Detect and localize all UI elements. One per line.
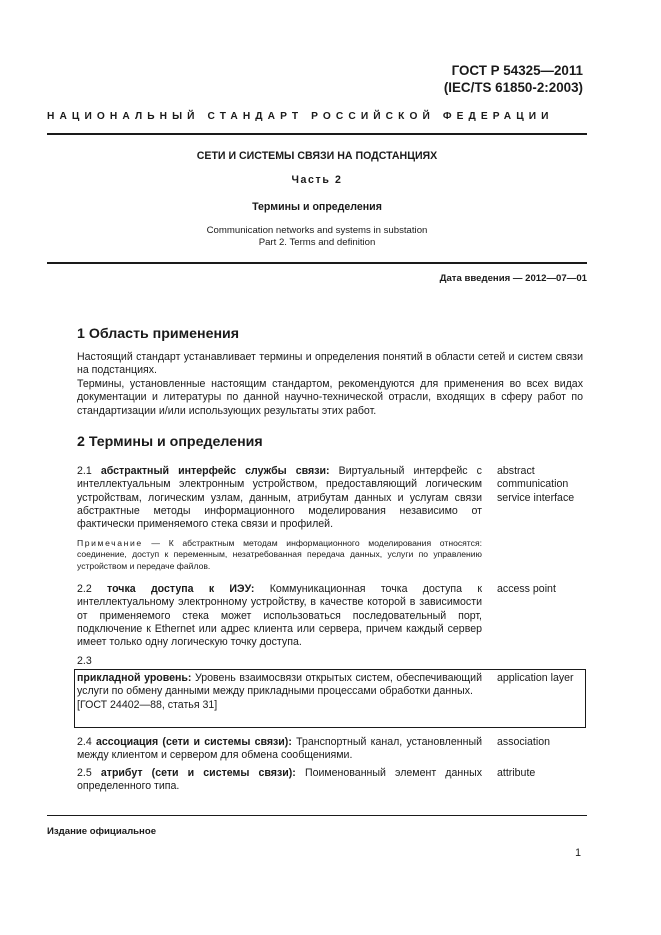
term-2-5-number: 2.5 [77,767,92,779]
term-2-1-definition: Виртуальный интерфейс с интеллектуальным электронным устройством, предоставляющий логическим устройствам, логическим узлам, данным, атрибутам данных и услугам связи абстрактные методы информационного моделирования независимо от фактически применяемого стека связи и профилей. [77,465,482,531]
term-2-1-term: абстрактный интерфейс службы связи: [100,465,330,477]
document-subtitle: Термины и определения [252,201,382,213]
section2-heading-wrap [77,434,263,450]
term-2-2-number: 2.2 [77,583,92,595]
national-standard-label: НАЦИОНАЛЬНЫЙ СТАНДАРТ РОССИЙСКОЙ ФЕДЕРАЦИИ [47,111,554,122]
term-2-3-number: 2.3 [77,655,92,667]
term-2-4-definition: Транспортный канал, установленный между клиентом и сервером для обмена сообщениями. [77,736,482,762]
note-label: Примечание [77,538,143,548]
term-2-1-english: abstract communication service interface [497,465,575,504]
term-2-1 [77,465,482,531]
section1-para1 [77,351,583,378]
term-2-4 [77,736,482,763]
term-2-5-definition: Поименованный элемент данных определенного типа. [77,767,482,793]
title-rule [47,262,587,264]
english-title-line1: Communication networks and systems in substation [206,225,428,236]
gost-number: ГОСТ Р 54325—2011 [451,63,583,78]
section2-heading: 2 Термины и определения [77,434,263,450]
english-title [47,225,587,249]
section1-para2-text: Термины, установленные настоящим стандартом, рекомендуются для применения во всех видах документации и литературы по данной научно-технической отрасли, входящих в сферу работ по стандартизации и/или использующих результаты этих работ. [77,378,583,417]
term-2-2-english: access point [497,583,556,595]
section1-para1-text: Настоящий стандарт устанавливает термины и определения понятий в области сетей и систем связи на подстанциях. [77,351,583,377]
term-2-1-note [77,538,482,572]
term-2-1-number: 2.1 [77,465,92,477]
iec-number: (IEC/TS 61850-2:2003) [443,80,583,95]
english-title-line2: Part 2. Terms and definition [258,237,376,248]
term-2-4-term: ассоциация (сети и системы связи): [95,736,292,748]
edition-label: Издание официальное [47,826,157,837]
intro-date: Дата введения — 2012—07—01 [439,273,587,284]
term-2-2-term: точка доступа к ИЭУ: [107,583,255,595]
page-number: 1 [575,847,581,859]
term-2-3-reference: [ГОСТ 24402—88, статья 31] [77,698,218,711]
term-2-2 [77,583,482,649]
term-2-3-term: прикладной уровень: [77,672,192,684]
document-part: Часть 2 [291,174,343,186]
term-2-5-english: attribute [497,767,536,779]
term-2-2-definition: Коммуникационная точка доступа к интеллектуальному электронному устройству, в качестве которой в зависимости от применяемого стека может использоваться последовательный порт, подключение к Ethernet или адрес клиента или сервера, причем каждый сервер имеет только одну логическую точку доступа. [77,583,482,649]
section1-heading: 1 Область применения [77,326,240,342]
term-2-3 [77,672,482,712]
term-2-3-english: application layer [497,672,574,684]
section1-heading-wrap [77,326,239,342]
term-2-4-number: 2.4 [77,736,92,748]
term-2-4-english: association [497,736,550,748]
term-2-5-term: атрибут (сети и системы связи): [100,767,296,779]
document-title: СЕТИ И СИСТЕМЫ СВЯЗИ НА ПОДСТАНЦИЯХ [196,150,438,162]
note-text: — К абстрактным методам информационного моделирования относятся: соединение, доступ к переменным, незатребованная передача данных, услуги по управлению устройством и передаче файлов. [77,538,482,571]
term-2-3-definition: Уровень взаимосвязи открытых систем, обеспечивающий услуги по обмену данными между прикладными процессами обработки данных. [77,672,482,698]
footer-rule [47,815,587,816]
section1-para2 [77,378,583,418]
header-rule [47,133,587,135]
term-2-5 [77,767,482,794]
